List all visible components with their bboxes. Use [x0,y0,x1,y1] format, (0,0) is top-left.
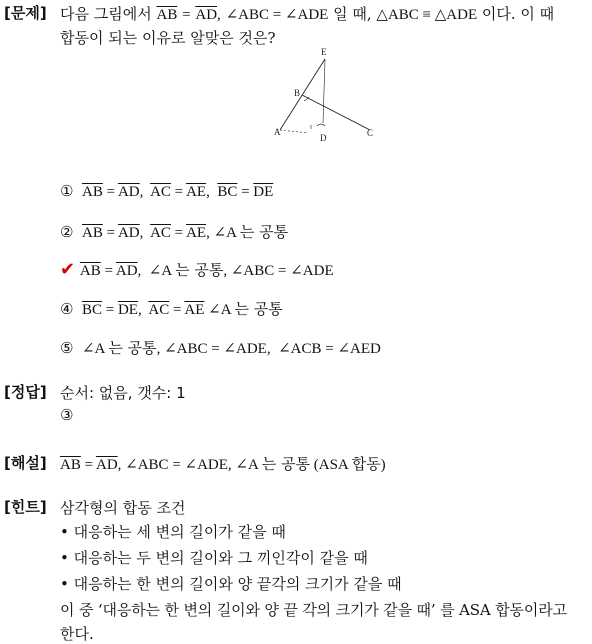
choice-5-marker: ⑤ [60,339,74,357]
figure-label-b: B [294,88,301,98]
figure-label-c: C [367,128,374,138]
choice-3[interactable] [60,259,334,280]
choice-4-marker: ④ [60,300,74,318]
triangle-figure [270,45,400,145]
choice-2-marker: ② [60,223,74,241]
hint-note-line2: 한다. [60,625,94,643]
choice-4-text: $\overline{BC} = \overline{DE}$, $\overline{AC} = \overline{AE}$ ∠A 는 공통 [81,300,283,318]
answer-meta: 순서: 없음, 갯수: 1 [60,384,186,402]
hint-label: [힌트] [4,498,47,516]
choice-1[interactable] [60,182,273,201]
answer-label: [정답] [4,383,47,401]
problem-text-line1: 다음 그림에서 $\overline{AB} = \overline{AD}$, ∠ABC = ∠ADE 일 때, △ABC ≡ △ADE 이다. 이 때 [60,5,555,23]
problem-text-line2: 합동이 되는 이유로 알맞은 것은? [60,29,276,47]
answer-value: ③ [60,406,74,424]
choice-2[interactable] [60,221,288,242]
problem-label: [문제] [4,4,47,22]
choice-5[interactable] [60,337,381,358]
hint-bullet-1: • 대응하는 세 변의 길이가 같을 때 [60,523,286,541]
choice-1-text: $\overline{AB} = \overline{AD}$, $\overline{AC} = \overline{AE}$, $\overline{BC} = \overline{DE}$ [81,184,274,200]
explanation-text: $\overline{AB} = \overline{AD}$, ∠ABC = ∠ADE, ∠A 는 공통 (ASA 합동) [60,455,386,473]
check-icon: ✔ [60,259,76,280]
choice-4[interactable] [60,298,283,319]
choice-1-marker: ① [60,182,74,200]
figure-label-a: A [274,127,281,137]
hint-note-line1: 이 중 ‘대응하는 한 변의 길이와 양 끝 각의 크기가 같을 때’ 를 ASA 합동이라고 [60,601,567,619]
choice-3-text: $\overline{AB} = \overline{AD}$, ∠A 는 공통, ∠ABC = ∠ADE [79,261,334,279]
choice-5-text: ∠A 는 공통, ∠ABC = ∠ADE, ∠ACB = ∠AED [78,339,381,357]
hint-bullet-2: • 대응하는 두 변의 길이와 그 끼인각이 같을 때 [60,549,368,567]
figure-label-d: D [320,133,327,143]
hint-title: 삼각형의 합동 조건 [60,499,186,517]
choice-2-text: $\overline{AB} = \overline{AD}$, $\overline{AC} = \overline{AE}$, ∠A 는 공통 [81,223,289,241]
explanation-label: [해설] [4,454,47,472]
hint-bullet-3: • 대응하는 한 변의 길이와 양 끝각의 크기가 같을 때 [60,575,402,593]
figure-label-e: E [321,47,327,57]
